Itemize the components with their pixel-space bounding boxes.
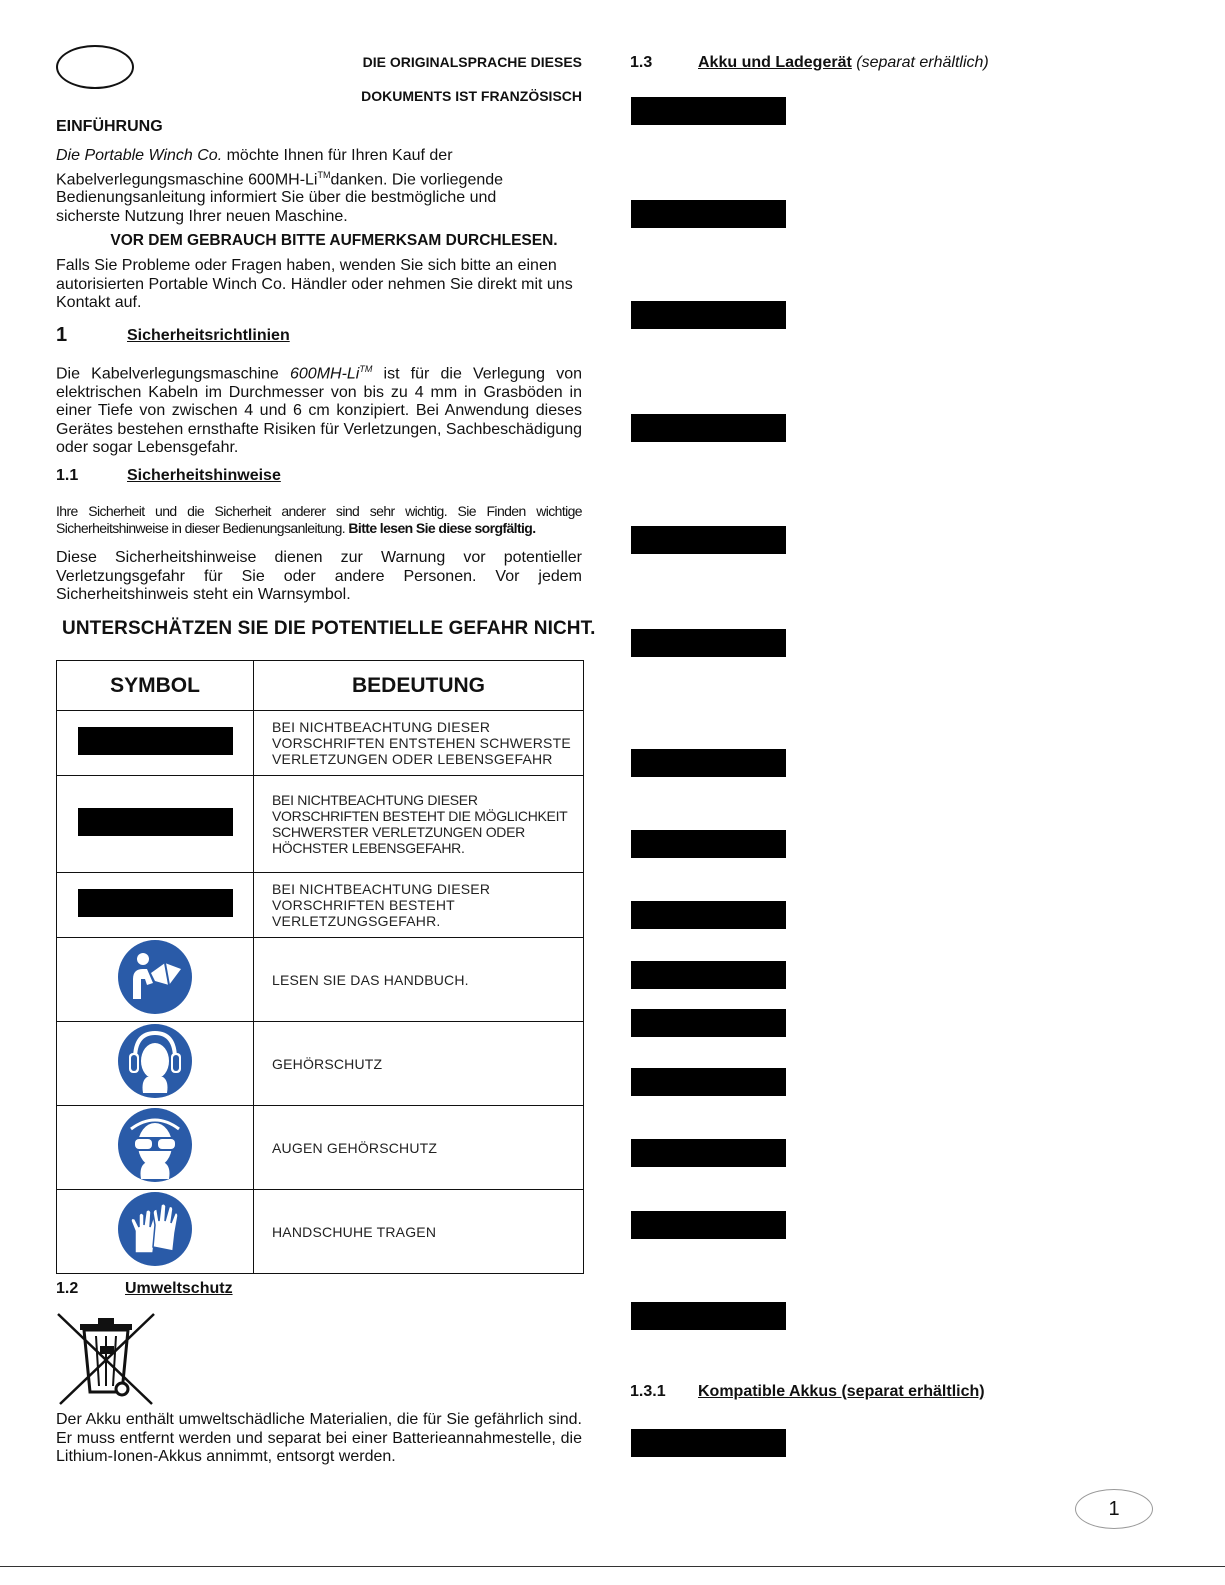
redacted-block (631, 200, 786, 228)
symbol-cell (57, 776, 254, 873)
redacted-block (631, 1429, 786, 1457)
contact-paragraph: Falls Sie Probleme oder Fragen haben, wenden Sie sich bitte an einen autorisierten Portable Winch Co. Händler oder nehmen Sie direkt mit uns Kontakt auf. (56, 257, 573, 311)
symbol-column-header: SYMBOL (57, 661, 254, 711)
meaning-cell: BEI NICHTBEACHTUNG DIESER VORSCHRIFTEN BESTEHT DIE MÖGLICHKEIT SCHWERSTER VERLETZUNGEN ODER HÖCHSTER LEBENSGEFAHR. (254, 776, 584, 873)
table-row (57, 1022, 584, 1106)
section-1-2-title: Umweltschutz (125, 1280, 233, 1297)
redacted-warning-symbol (78, 808, 233, 836)
symbol-cell (57, 1106, 254, 1190)
symbol-table (56, 660, 584, 1274)
model-name: 600MH-Li (290, 365, 360, 383)
meaning-cell: BEI NICHTBEACHTUNG DIESER VORSCHRIFTEN BESTEHT VERLETZUNGSGEFAHR. (254, 873, 584, 938)
symbol-cell (57, 873, 254, 938)
warning-heading: UNTERSCHÄTZEN SIE DIE POTENTIELLE GEFAHR NICHT. (62, 618, 596, 639)
read-manual-icon (117, 939, 193, 1015)
section-1-3-1-title: Kompatible Akkus (separat erhältlich) (698, 1383, 985, 1400)
table-row (57, 711, 584, 776)
redacted-block (631, 901, 786, 929)
hearing-protection-icon (117, 1023, 193, 1099)
symbol-cell (57, 1022, 254, 1106)
safety-note-text: Ihre Sicherheit und die Sicherheit anderer sind sehr wichtig. Sie Finden wichtige Sicherheitshinweise in dieser Bedienungsanleitung. (56, 503, 582, 536)
environment-paragraph: Der Akku enthält umweltschädliche Materialien, die für Sie gefährlich sind. Er muss entfernt werden und separat bei einer Batterieannahmestelle, die Lithium-Ionen-Akkus annimmt, entsorgt werden. (56, 1411, 582, 1465)
redacted-block (631, 97, 786, 125)
section-1-3-note: (separat erhältlich) (851, 54, 989, 71)
intro-paragraph (56, 147, 561, 226)
redacted-block (631, 830, 786, 858)
meaning-cell: BEI NICHTBEACHTUNG DIESER VORSCHRIFTEN ENTSTEHEN SCHWERSTE VERLETZUNGEN ODER LEBENSGEFAHR (254, 711, 584, 776)
read-notice: VOR DEM GEBRAUCH BITTE AUFMERKSAM DURCHLESEN. (110, 232, 558, 249)
symbol-cell (57, 711, 254, 776)
meaning-column-header: BEDEUTUNG (254, 661, 584, 711)
trademark: TM (317, 169, 331, 180)
table-row (57, 1190, 584, 1274)
meaning-cell: LESEN SIE DAS HANDBUCH. (254, 938, 584, 1022)
table-header-row (57, 661, 584, 711)
section-1-1-title: Sicherheitshinweise (127, 467, 281, 484)
company-name: Die Portable Winch Co. (56, 147, 223, 164)
section-1-3-heading (698, 54, 989, 72)
section-1-paragraph (56, 360, 582, 458)
symbol-cell (57, 1190, 254, 1274)
header-line-1: DIE ORIGINALSPRACHE DIESES (362, 54, 582, 70)
table-row (57, 938, 584, 1022)
table-row (57, 1106, 584, 1190)
redacted-block (631, 1009, 786, 1037)
intro-text-a: möchte Ihnen für Ihren Kauf der Kabelverlegungsmaschine 600MH-Li (56, 147, 453, 188)
meaning-cell: AUGEN GEHÖRSCHUTZ (254, 1106, 584, 1190)
language-oval (56, 45, 134, 89)
page-number: 1 (1075, 1489, 1153, 1529)
section-1-number: 1 (56, 324, 68, 346)
safety-note-paragraph (56, 503, 582, 537)
safety-note-bold: Bitte lesen Sie diese sorgfältig. (348, 520, 536, 536)
meaning-cell: GEHÖRSCHUTZ (254, 1022, 584, 1106)
table-row (57, 873, 584, 938)
redacted-block (631, 1068, 786, 1096)
section-1-1-number: 1.1 (56, 467, 79, 484)
warning-explanation: Diese Sicherheitshinweise dienen zur Warnung vor potentieller Verletzungsgefahr für Sie oder andere Personen. Vor jedem Sicherheitshinweis steht ein Warnsymbol. (56, 549, 582, 603)
redacted-block (631, 749, 786, 777)
section-1-text-b: ist für die Verlegung von elektrischen Kabeln im Durchmesser von bis zu 4 mm in Grasböden in einer Tiefe von zwischen 4 und 6 cm konzipiert. Bei Anwendung dieses Gerätes bestehen ernsthafte Risiken für Verletzungen, Sachbeschädigung oder sogar Lebensgefahr. (56, 365, 583, 457)
crossed-bin-icon (56, 1312, 156, 1408)
section-1-2-number: 1.2 (56, 1280, 79, 1297)
intro-title: EINFÜHRUNG (56, 118, 163, 135)
redacted-block (631, 414, 786, 442)
redacted-block (631, 1302, 786, 1330)
intro-text-b: danken. Die vorliegende Bedienungsanleitung informiert Sie über die bestmögliche und sicherste Nutzung Ihrer neuen Maschine. (56, 170, 504, 225)
redacted-block (631, 629, 786, 657)
section-1-3-number: 1.3 (630, 54, 653, 71)
eye-protection-icon (117, 1107, 193, 1183)
section-1-title: Sicherheitsrichtlinien (127, 327, 290, 344)
redacted-block (631, 526, 786, 554)
header-line-2: DOKUMENTS IST FRANZÖSISCH (361, 88, 582, 104)
redacted-danger-symbol (78, 727, 233, 755)
redacted-block (631, 1211, 786, 1239)
redacted-caution-symbol (78, 889, 233, 917)
meaning-cell: HANDSCHUHE TRAGEN (254, 1190, 584, 1274)
section-1-text-a: Die Kabelverlegungsmaschine (56, 365, 290, 383)
redacted-block (631, 1139, 786, 1167)
table-row (57, 776, 584, 873)
bottom-rule (0, 1566, 1225, 1567)
redacted-block (631, 961, 786, 989)
symbol-cell (57, 938, 254, 1022)
gloves-icon (117, 1191, 193, 1267)
section-1-3-title: Akku und Ladegerät (698, 54, 852, 71)
model-trademark: TM (359, 364, 373, 374)
redacted-block (631, 301, 786, 329)
section-1-3-1-number: 1.3.1 (630, 1383, 666, 1400)
